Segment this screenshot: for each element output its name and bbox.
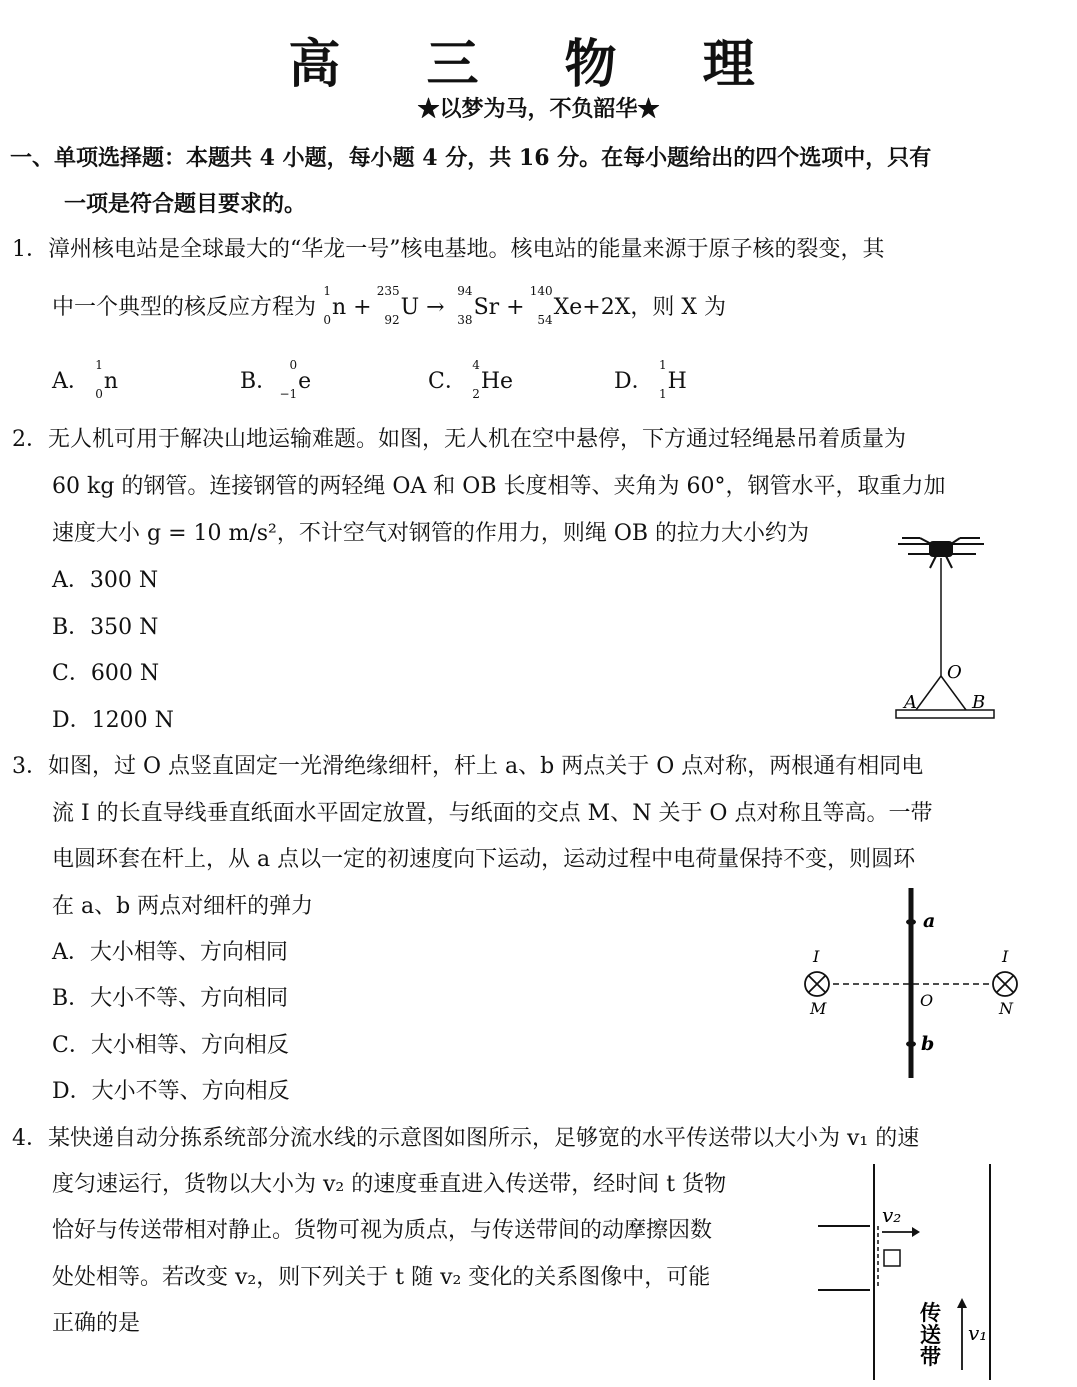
q1-line2: 中一个典型的核反应方程为 1 0 n + 235 92 U → 94 38 Sr + 140 54 Xe+2X，则 X 为	[52, 284, 727, 327]
cargo-box	[884, 1250, 900, 1266]
nuclide-u: 235 92 U	[376, 284, 420, 327]
page-title: 高 三 物 理	[288, 34, 789, 95]
q1-line1: 1．漳州核电站是全球最大的“华龙一号”核电基地。核电站的能量来源于原子核的裂变，其	[12, 237, 885, 262]
rope-oa	[916, 676, 941, 710]
nuclide-sr: 94 38 Sr	[457, 284, 500, 327]
label-o: O	[947, 662, 962, 683]
wire-m-icon	[805, 972, 829, 996]
q2-option-c[interactable]: C．600 N	[52, 661, 160, 686]
q3-line3: 电圆环套在杆上，从 a 点以一定的初速度向下运动，运动过程中电荷量保持不变，则圆环	[52, 847, 916, 872]
conveyor-figure	[812, 1160, 1042, 1380]
q3-line2: 流 I 的长直导线垂直纸面水平固定放置，与纸面的交点 M、N 关于 O 点对称且等高。一带	[52, 801, 933, 826]
point-b-mark	[906, 1041, 916, 1047]
point-a-mark	[906, 919, 916, 925]
page-subtitle: ★以梦为马，不负韶华★	[417, 96, 660, 122]
q2-option-b[interactable]: B．350 N	[52, 615, 159, 640]
q3-option-a[interactable]: A．大小相等、方向相同	[52, 940, 288, 965]
q2-option-d[interactable]: D．1200 N	[52, 708, 174, 733]
q3-line4: 在 a、b 两点对细杆的弹力	[52, 894, 314, 919]
q2-line3: 速度大小 g = 10 m/s²，不计空气对钢管的作用力，则绳 OB 的拉力大小约为	[52, 521, 810, 546]
label-n: N	[999, 999, 1013, 1018]
belt-label-3: 带	[920, 1345, 941, 1369]
label-v1: v₁	[968, 1321, 988, 1345]
section-heading-line1: 一、单项选择题：本题共 4 小题，每小题 4 分，共 16 分。在每小题给出的四个选项中，只有	[10, 145, 932, 171]
belt-label-2: 送	[920, 1323, 941, 1347]
label-b: B	[972, 692, 986, 713]
q3-line1: 3．如图，过 O 点竖直固定一光滑绝缘细杆，杆上 a、b 两点关于 O 点对称，两根通有相同电	[12, 754, 924, 779]
label-a: A	[904, 692, 917, 713]
v1-arrow-head-icon	[957, 1298, 967, 1308]
q3-option-b[interactable]: B．大小不等、方向相同	[52, 986, 289, 1011]
label-o: O	[920, 991, 934, 1010]
nuclide-n: 1 0 n	[323, 284, 347, 327]
label-i-right: I	[1002, 947, 1009, 966]
q1-option-d[interactable]: D． 1 1 H	[614, 358, 687, 401]
v2-arrow-head-icon	[912, 1227, 920, 1237]
label-m: M	[810, 999, 827, 1018]
q2-line2: 60 kg 的钢管。连接钢管的两轻绳 OA 和 OB 长度相等、夹角为 60°，钢管水平，取重力加	[52, 474, 946, 499]
label-v2: v₂	[882, 1203, 902, 1227]
q4-line4: 处处相等。若改变 v₂，则下列关于 t 随 v₂ 变化的关系图像中，可能	[52, 1265, 711, 1290]
q1-line2-suffix: ，则 X 为	[630, 295, 727, 320]
section-heading-line2: 一项是符合题目要求的。	[64, 191, 307, 217]
label-a: a	[923, 910, 936, 932]
q4-line5: 正确的是	[52, 1311, 141, 1336]
q2-option-a[interactable]: A．300 N	[52, 568, 159, 593]
q1-option-c[interactable]: C． 4 2 He	[428, 358, 514, 401]
q3-option-c[interactable]: C．大小相等、方向相反	[52, 1033, 289, 1058]
q1-option-a[interactable]: A． 1 0 n	[52, 358, 119, 401]
q3-option-d[interactable]: D．大小不等、方向相反	[52, 1079, 290, 1104]
belt-label-1: 传	[920, 1301, 941, 1325]
rod-wires-figure	[795, 880, 1055, 1085]
nuclide-xe: 140 54 Xe	[529, 284, 583, 327]
q4-line2: 度匀速运行，货物以大小为 v₂ 的速度垂直进入传送带，经时间 t 货物	[52, 1172, 727, 1197]
label-b: b	[921, 1033, 935, 1055]
drone-figure	[880, 528, 1010, 724]
wire-n-icon	[993, 972, 1017, 996]
q1-line2-prefix: 中一个典型的核反应方程为	[52, 295, 317, 320]
q2-line1: 2．无人机可用于解决山地运输难题。如图，无人机在空中悬停，下方通过轻绳悬吊着质量为	[12, 427, 907, 452]
q1-option-b[interactable]: B． 0 −1 e	[240, 358, 312, 401]
label-i-left: I	[813, 947, 820, 966]
q4-line3: 恰好与传送带相对静止。货物可视为质点，与传送带间的动摩擦因数	[52, 1218, 713, 1243]
q4-line1: 4．某快递自动分拣系统部分流水线的示意图如图所示，足够宽的水平传送带以大小为 v₁ 的速	[12, 1126, 920, 1151]
